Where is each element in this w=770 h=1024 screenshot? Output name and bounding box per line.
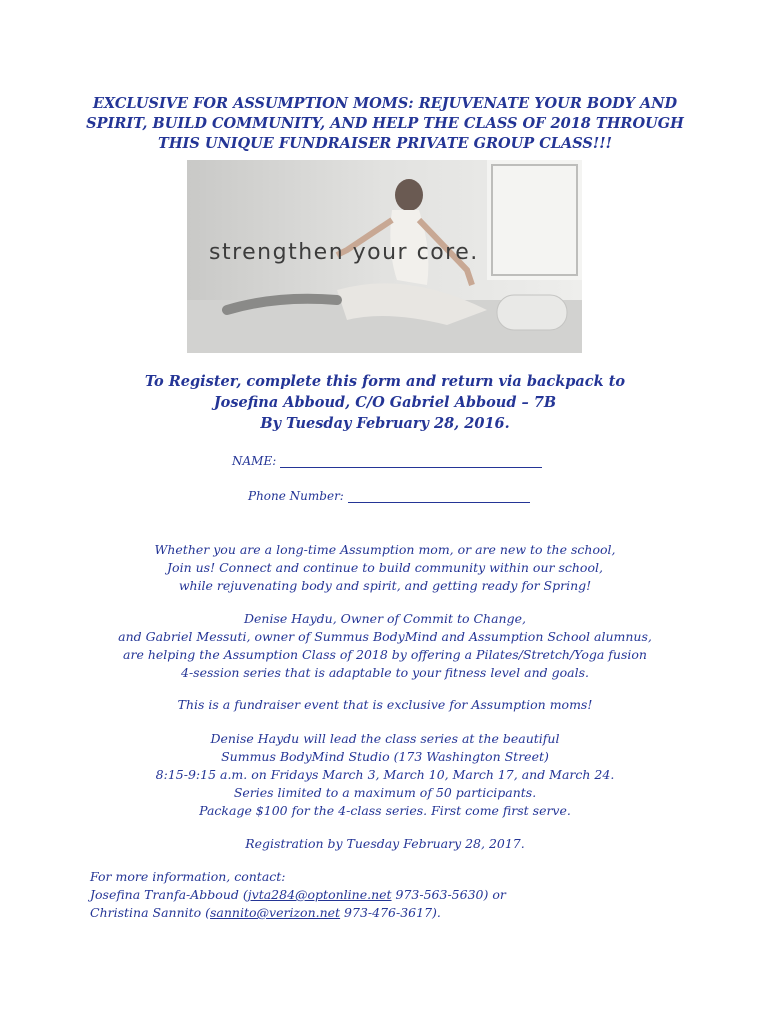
email-link-josefina[interactable]: jvta284@optonline.net	[247, 887, 392, 902]
hosts-paragraph	[40, 610, 730, 682]
name-field	[232, 454, 542, 468]
details-paragraph	[40, 730, 730, 820]
contact-line-josefina	[90, 886, 506, 904]
title-line: EXCLUSIVE FOR ASSUMPTION MOMS: REJUVENATE YOUR BODY AND	[92, 95, 678, 112]
hosts-line: Denise Haydu, Owner of Commit to Change,	[244, 611, 526, 626]
contact-phone: 973-563-5630) or	[391, 887, 506, 902]
contact-name: Christina Sannito (	[90, 905, 211, 920]
contact-block	[90, 868, 506, 922]
phone-field	[248, 489, 530, 503]
contact-line-christina	[90, 904, 506, 922]
register-line: To Register, complete this form and return via backpack to	[144, 373, 626, 390]
details-line: Series limited to a maximum of 50 participants.	[233, 785, 537, 800]
register-line: Josefina Abboud, C/O Gabriel Abboud – 7B	[213, 394, 557, 411]
hosts-line: 4-session series that is adaptable to your fitness level and goals.	[181, 665, 589, 680]
name-label: NAME:	[232, 454, 277, 468]
name-input-line[interactable]	[280, 455, 542, 468]
intro-line: while rejuvenating body and spirit, and getting ready for Spring!	[178, 578, 592, 593]
details-line: Package $100 for the 4-class series. First come first serve.	[199, 803, 571, 818]
flyer-title	[60, 94, 710, 154]
registration-deadline	[40, 835, 730, 853]
contact-heading: For more information, contact:	[90, 869, 286, 884]
register-line: By Tuesday February 28, 2016.	[260, 415, 510, 432]
hosts-line: are helping the Assumption Class of 2018 by offering a Pilates/Stretch/Yoga fusion	[123, 647, 647, 662]
title-line: SPIRIT, BUILD COMMUNITY, AND HELP THE CLASS OF 2018 THROUGH	[86, 115, 684, 132]
hero-image	[187, 160, 582, 353]
contact-phone: 973-476-3617).	[340, 905, 441, 920]
email-link-christina[interactable]: sannito@verizon.net	[210, 905, 341, 920]
exclusive-note	[40, 696, 730, 714]
details-line: Summus BodyMind Studio (173 Washington Street)	[221, 749, 549, 764]
intro-line: Join us! Connect and continue to build community within our school,	[167, 560, 603, 575]
details-line: Denise Haydu will lead the class series at the beautiful	[210, 731, 560, 746]
contact-name: Josefina Tranfa-Abboud (	[90, 887, 248, 902]
hero-caption: strengthen your core.	[209, 240, 479, 265]
phone-input-line[interactable]	[348, 490, 530, 503]
details-line: 8:15-9:15 a.m. on Fridays March 3, March 10, March 17, and March 24.	[155, 767, 615, 782]
title-line: THIS UNIQUE FUNDRAISER PRIVATE GROUP CLASS!!!	[158, 135, 612, 152]
registration-instructions	[60, 371, 710, 434]
hosts-line: and Gabriel Messuti, owner of Summus BodyMind and Assumption School alumnus,	[118, 629, 652, 644]
deadline-line: Registration by Tuesday February 28, 2017.	[245, 836, 525, 851]
exclusive-line: This is a fundraiser event that is exclusive for Assumption moms!	[177, 697, 593, 712]
intro-paragraph	[40, 541, 730, 595]
intro-line: Whether you are a long-time Assumption mom, or are new to the school,	[154, 542, 616, 557]
phone-label: Phone Number:	[248, 489, 344, 503]
